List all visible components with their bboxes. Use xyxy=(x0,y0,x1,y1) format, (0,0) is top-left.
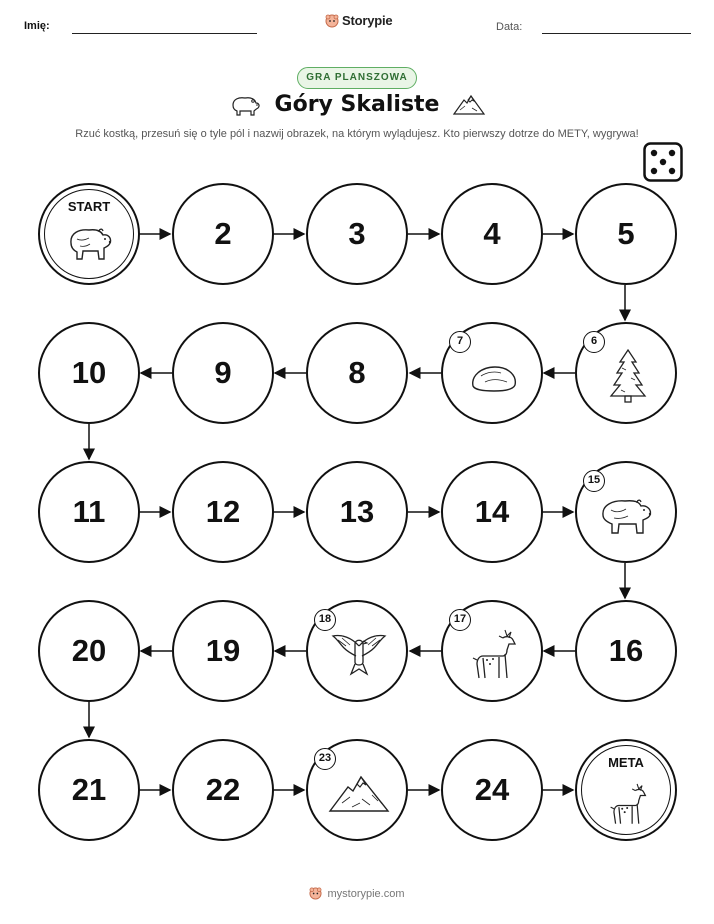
cell-number: 19 xyxy=(205,633,241,668)
board-cell-11 xyxy=(38,461,140,563)
board-cell-5 xyxy=(575,183,677,285)
finish-label: META xyxy=(608,755,644,770)
deer-icon xyxy=(607,779,649,827)
board-cell-4 xyxy=(441,183,543,285)
board-cell-3 xyxy=(306,183,408,285)
cell-number-badge: 7 xyxy=(449,331,471,353)
deer-icon xyxy=(469,624,519,682)
cell-number: 24 xyxy=(474,772,510,807)
page-title: Góry Skaliste xyxy=(274,92,440,117)
cell-number: 9 xyxy=(214,355,232,390)
cell-number: 16 xyxy=(608,633,644,668)
cell-number-badge: 18 xyxy=(314,609,336,631)
brand-mascot-icon xyxy=(309,887,322,900)
board-cell-12 xyxy=(172,461,274,563)
board-cell-19 xyxy=(172,600,274,702)
footer xyxy=(0,887,714,900)
board-cell-8 xyxy=(306,322,408,424)
cell-number: 22 xyxy=(205,772,241,807)
board-cell-13 xyxy=(306,461,408,563)
cell-number: 4 xyxy=(483,216,501,251)
bear-icon xyxy=(599,493,655,537)
start-label: START xyxy=(67,199,111,214)
date-label: Data: xyxy=(496,21,523,33)
brand-name: Storypie xyxy=(342,13,393,28)
mountain-icon xyxy=(328,771,390,815)
cell-number: 13 xyxy=(339,494,375,529)
cell-number-badge: 23 xyxy=(314,748,336,770)
bear-icon xyxy=(65,221,115,263)
cell-number: 21 xyxy=(71,772,107,807)
board-cell-16 xyxy=(575,600,677,702)
board-cell-9 xyxy=(172,322,274,424)
board-cell-21 xyxy=(38,739,140,841)
name-label: Imię: xyxy=(24,20,50,32)
board-cell-start xyxy=(38,183,140,285)
cell-number: 10 xyxy=(71,355,107,390)
board-cell-24 xyxy=(441,739,543,841)
cell-number: 14 xyxy=(474,494,510,529)
cell-number: 20 xyxy=(71,633,107,668)
board-cell-finish xyxy=(575,739,677,841)
board-cell-22 xyxy=(172,739,274,841)
cell-number: 12 xyxy=(205,494,241,529)
board-cell-14 xyxy=(441,461,543,563)
cell-number: 2 xyxy=(214,216,232,251)
cell-number: 5 xyxy=(617,216,635,251)
cell-number-badge: 6 xyxy=(583,331,605,353)
rock-icon xyxy=(469,362,519,394)
cell-number-badge: 15 xyxy=(583,470,605,492)
pine-tree-icon xyxy=(609,348,647,404)
game-type-badge: GRA PLANSZOWA xyxy=(297,67,417,89)
cell-number: 11 xyxy=(72,494,106,529)
instructions: Rzuć kostką, przesuń się o tyle pól i nazwij obrazek, na którym wylądujesz. Kto pierwszy dotrze do METY, wygrywa! xyxy=(75,128,639,140)
cell-number: 8 xyxy=(348,355,366,390)
board-cell-20 xyxy=(38,600,140,702)
cell-number-badge: 17 xyxy=(449,609,471,631)
cell-number: 3 xyxy=(348,216,366,251)
board-cell-2 xyxy=(172,183,274,285)
footer-site: mystorypie.com xyxy=(327,887,405,900)
board-cell-10 xyxy=(38,322,140,424)
eagle-icon xyxy=(330,628,388,680)
